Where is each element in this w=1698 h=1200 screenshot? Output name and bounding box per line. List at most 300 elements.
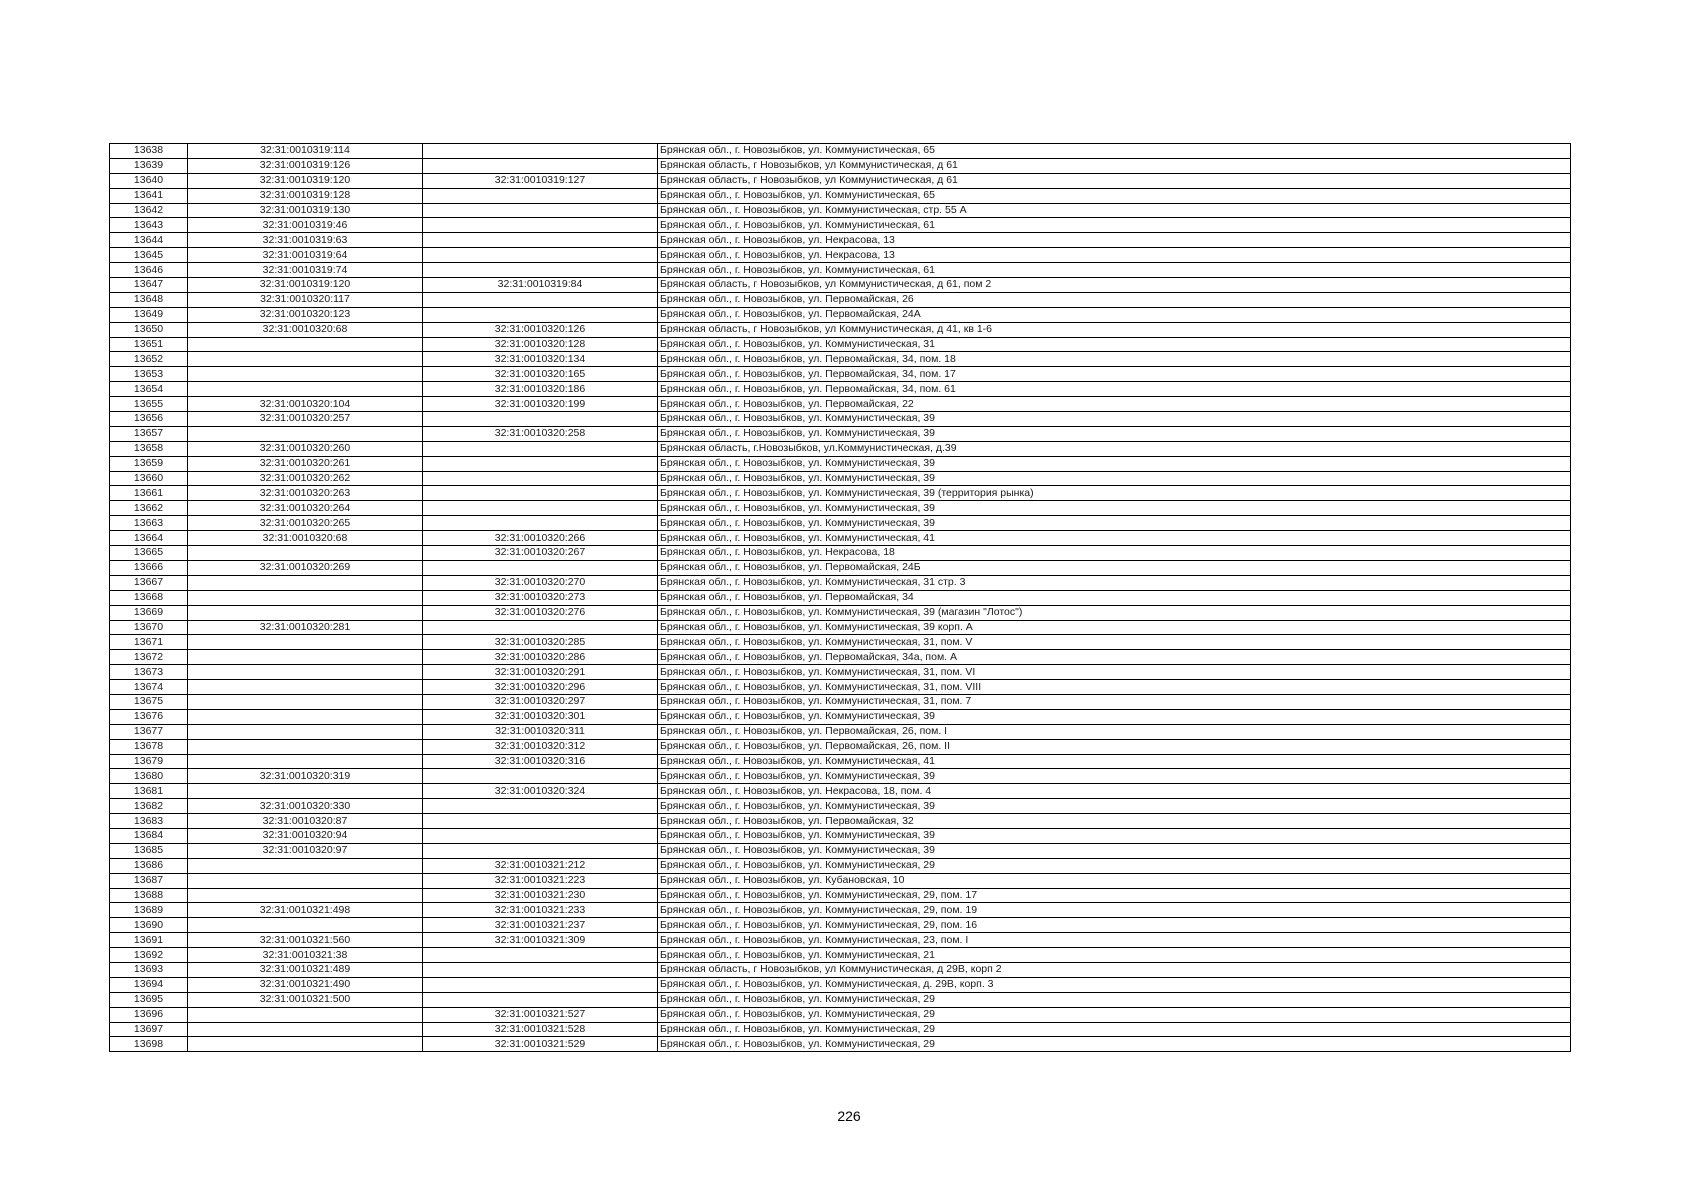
row-number-cell: 13642 [110, 203, 188, 218]
row-number-cell: 13686 [110, 858, 188, 873]
cadastral-number-cell [188, 739, 423, 754]
address-cell: Брянская обл., г. Новозыбков, ул. Коммунистическая, 39 [658, 799, 1571, 814]
table-row [110, 516, 1571, 531]
address-cell: Брянская обл., г. Новозыбков, ул. Первомайская, 26, пом. II [658, 739, 1571, 754]
row-number-cell: 13671 [110, 635, 188, 650]
related-cadastral-number-cell: 32:31:0010320:301 [423, 709, 658, 724]
address-cell: Брянская обл., г. Новозыбков, ул. Первомайская, 26, пом. I [658, 724, 1571, 739]
row-number-cell: 13665 [110, 546, 188, 561]
address-cell: Брянская обл., г. Новозыбков, ул. Коммунистическая, 39 [658, 471, 1571, 486]
related-cadastral-number-cell [423, 203, 658, 218]
cadastral-number-cell [188, 352, 423, 367]
address-cell: Брянская обл., г. Новозыбков, ул. Первомайская, 32 [658, 814, 1571, 829]
cadastral-number-cell [188, 858, 423, 873]
cadastral-number-cell [188, 665, 423, 680]
cadastral-number-cell: 32:31:0010320:94 [188, 828, 423, 843]
table-row [110, 635, 1571, 650]
row-number-cell: 13645 [110, 248, 188, 263]
related-cadastral-number-cell [423, 486, 658, 501]
cadastral-number-cell [188, 367, 423, 382]
table-row [110, 248, 1571, 263]
address-cell: Брянская обл., г. Новозыбков, ул. Некрасова, 13 [658, 248, 1571, 263]
cadastral-number-cell: 32:31:0010319:46 [188, 218, 423, 233]
address-cell: Брянская обл., г. Новозыбков, ул. Некрасова, 13 [658, 233, 1571, 248]
address-cell: Брянская обл., г. Новозыбков, ул. Коммунистическая, 41 [658, 531, 1571, 546]
row-number-cell: 13676 [110, 709, 188, 724]
row-number-cell: 13657 [110, 426, 188, 441]
address-cell: Брянская обл., г. Новозыбков, ул. Коммунистическая, 39 (территория рынка) [658, 486, 1571, 501]
cadastral-number-cell: 32:31:0010320:117 [188, 292, 423, 307]
row-number-cell: 13648 [110, 292, 188, 307]
related-cadastral-number-cell [423, 962, 658, 977]
row-number-cell: 13640 [110, 173, 188, 188]
address-cell: Брянская обл., г. Новозыбков, ул. Первомайская, 22 [658, 397, 1571, 412]
related-cadastral-number-cell [423, 828, 658, 843]
cadastral-number-cell: 32:31:0010319:130 [188, 203, 423, 218]
row-number-cell: 13674 [110, 680, 188, 695]
row-number-cell: 13696 [110, 1007, 188, 1022]
table-row [110, 322, 1571, 337]
cadastral-number-cell: 32:31:0010320:87 [188, 814, 423, 829]
related-cadastral-number-cell: 32:31:0010320:134 [423, 352, 658, 367]
table-row [110, 828, 1571, 843]
cadastral-number-cell: 32:31:0010320:319 [188, 769, 423, 784]
related-cadastral-number-cell: 32:31:0010320:276 [423, 605, 658, 620]
cadastral-number-cell [188, 694, 423, 709]
table-row [110, 709, 1571, 724]
related-cadastral-number-cell [423, 158, 658, 173]
address-cell: Брянская обл., г. Новозыбков, ул. Коммунистическая, 31, пом. V [658, 635, 1571, 650]
address-cell: Брянская обл., г. Новозыбков, ул. Коммунистическая, 31, пом. VIII [658, 680, 1571, 695]
address-cell: Брянская область, г Новозыбков, ул Коммунистическая, д 41, кв 1-6 [658, 322, 1571, 337]
cadastral-number-cell [188, 724, 423, 739]
table-row [110, 278, 1571, 293]
related-cadastral-number-cell: 32:31:0010321:528 [423, 1022, 658, 1037]
table-row [110, 426, 1571, 441]
table-row [110, 382, 1571, 397]
row-number-cell: 13691 [110, 933, 188, 948]
address-cell: Брянская обл., г. Новозыбков, ул. Коммунистическая, 39 [658, 843, 1571, 858]
table-row [110, 1007, 1571, 1022]
table-row [110, 188, 1571, 203]
row-number-cell: 13670 [110, 620, 188, 635]
table-row [110, 173, 1571, 188]
address-cell: Брянская обл., г. Новозыбков, ул. Первомайская, 34а, пом. А [658, 650, 1571, 665]
table-row [110, 888, 1571, 903]
table-row [110, 412, 1571, 427]
related-cadastral-number-cell [423, 263, 658, 278]
address-cell: Брянская обл., г. Новозыбков, ул. Коммунистическая, 39 [658, 769, 1571, 784]
table-row [110, 292, 1571, 307]
cadastral-number-cell [188, 888, 423, 903]
related-cadastral-number-cell: 32:31:0010321:233 [423, 903, 658, 918]
row-number-cell: 13656 [110, 412, 188, 427]
row-number-cell: 13677 [110, 724, 188, 739]
address-cell: Брянская обл., г. Новозыбков, ул. Кубановская, 10 [658, 873, 1571, 888]
address-cell: Брянская обл., г. Новозыбков, ул. Коммунистическая, 29 [658, 1007, 1571, 1022]
table-row [110, 739, 1571, 754]
cadastral-number-cell: 32:31:0010319:126 [188, 158, 423, 173]
address-cell: Брянская обл., г. Новозыбков, ул. Коммунистическая, 41 [658, 754, 1571, 769]
row-number-cell: 13687 [110, 873, 188, 888]
related-cadastral-number-cell: 32:31:0010320:186 [423, 382, 658, 397]
cadastral-number-cell: 32:31:0010320:262 [188, 471, 423, 486]
cadastral-number-cell: 32:31:0010319:120 [188, 173, 423, 188]
address-cell: Брянская обл., г. Новозыбков, ул. Первомайская, 34 [658, 590, 1571, 605]
row-number-cell: 13666 [110, 560, 188, 575]
row-number-cell: 13694 [110, 977, 188, 992]
row-number-cell: 13689 [110, 903, 188, 918]
address-cell: Брянская обл., г. Новозыбков, ул. Первомайская, 34, пом. 18 [658, 352, 1571, 367]
cadastral-number-cell: 32:31:0010319:64 [188, 248, 423, 263]
table-row [110, 456, 1571, 471]
cadastral-number-cell: 32:31:0010320:104 [188, 397, 423, 412]
address-cell: Брянская обл., г. Новозыбков, ул. Первомайская, 24Б [658, 560, 1571, 575]
related-cadastral-number-cell: 32:31:0010321:230 [423, 888, 658, 903]
row-number-cell: 13685 [110, 843, 188, 858]
related-cadastral-number-cell: 32:31:0010320:297 [423, 694, 658, 709]
row-number-cell: 13650 [110, 322, 188, 337]
related-cadastral-number-cell: 32:31:0010320:296 [423, 680, 658, 695]
related-cadastral-number-cell: 32:31:0010320:324 [423, 784, 658, 799]
table-row [110, 337, 1571, 352]
cadastral-number-cell: 32:31:0010319:114 [188, 144, 423, 159]
address-cell: Брянская обл., г. Новозыбков, ул. Коммунистическая, 23, пом. I [658, 933, 1571, 948]
related-cadastral-number-cell [423, 620, 658, 635]
address-cell: Брянская обл., г. Новозыбков, ул. Коммунистическая, д. 29В, корп. 3 [658, 977, 1571, 992]
table-row [110, 218, 1571, 233]
cadastral-number-cell [188, 1007, 423, 1022]
cadastral-number-cell: 32:31:0010321:498 [188, 903, 423, 918]
row-number-cell: 13669 [110, 605, 188, 620]
cadastral-number-cell [188, 382, 423, 397]
address-cell: Брянская обл., г. Новозыбков, ул. Коммунистическая, 39 [658, 501, 1571, 516]
related-cadastral-number-cell [423, 948, 658, 963]
related-cadastral-number-cell [423, 843, 658, 858]
address-cell: Брянская обл., г. Новозыбков, ул. Некрасова, 18, пом. 4 [658, 784, 1571, 799]
row-number-cell: 13664 [110, 531, 188, 546]
address-cell: Брянская обл., г. Новозыбков, ул. Коммунистическая, 31, пом. VI [658, 665, 1571, 680]
table-row [110, 948, 1571, 963]
related-cadastral-number-cell [423, 188, 658, 203]
cadastral-number-cell: 32:31:0010319:63 [188, 233, 423, 248]
table-row [110, 367, 1571, 382]
cadastral-number-cell: 32:31:0010320:281 [188, 620, 423, 635]
page-number: 226 [837, 1108, 861, 1124]
address-cell: Брянская обл., г. Новозыбков, ул. Коммунистическая, 39 [658, 412, 1571, 427]
table-row [110, 814, 1571, 829]
table-row [110, 575, 1571, 590]
table-row [110, 977, 1571, 992]
row-number-cell: 13683 [110, 814, 188, 829]
address-cell: Брянская обл., г. Новозыбков, ул. Коммунистическая, 39 [658, 828, 1571, 843]
address-cell: Брянская обл., г. Новозыбков, ул. Первомайская, 34, пом. 61 [658, 382, 1571, 397]
cadastral-number-cell: 32:31:0010321:489 [188, 962, 423, 977]
address-cell: Брянская обл., г. Новозыбков, ул. Коммунистическая, 39 [658, 709, 1571, 724]
address-cell: Брянская обл., г. Новозыбков, ул. Коммунистическая, 39 [658, 456, 1571, 471]
related-cadastral-number-cell: 32:31:0010320:165 [423, 367, 658, 382]
table-row [110, 546, 1571, 561]
address-cell: Брянская обл., г. Новозыбков, ул. Коммунистическая, 29, пом. 19 [658, 903, 1571, 918]
cadastral-number-cell [188, 605, 423, 620]
related-cadastral-number-cell: 32:31:0010320:128 [423, 337, 658, 352]
related-cadastral-number-cell [423, 144, 658, 159]
table-row [110, 144, 1571, 159]
address-cell: Брянская обл., г. Новозыбков, ул. Коммунистическая, 31, пом. 7 [658, 694, 1571, 709]
row-number-cell: 13653 [110, 367, 188, 382]
registry-table-body [110, 144, 1571, 1052]
cadastral-number-cell [188, 1037, 423, 1052]
row-number-cell: 13651 [110, 337, 188, 352]
cadastral-number-cell [188, 918, 423, 933]
cadastral-number-cell [188, 784, 423, 799]
address-cell: Брянская обл., г. Новозыбков, ул. Коммунистическая, 21 [658, 948, 1571, 963]
address-cell: Брянская область, г Новозыбков, ул Коммунистическая, д 61, пом 2 [658, 278, 1571, 293]
related-cadastral-number-cell [423, 456, 658, 471]
row-number-cell: 13655 [110, 397, 188, 412]
address-cell: Брянская обл., г. Новозыбков, ул. Коммунистическая, стр. 55 А [658, 203, 1571, 218]
related-cadastral-number-cell: 32:31:0010320:199 [423, 397, 658, 412]
related-cadastral-number-cell: 32:31:0010320:316 [423, 754, 658, 769]
cadastral-number-cell: 32:31:0010319:128 [188, 188, 423, 203]
row-number-cell: 13654 [110, 382, 188, 397]
table-row [110, 233, 1571, 248]
table-row [110, 918, 1571, 933]
related-cadastral-number-cell: 32:31:0010320:285 [423, 635, 658, 650]
related-cadastral-number-cell [423, 799, 658, 814]
cadastral-number-cell: 32:31:0010320:263 [188, 486, 423, 501]
table-row [110, 694, 1571, 709]
table-row [110, 307, 1571, 322]
table-row [110, 650, 1571, 665]
row-number-cell: 13693 [110, 962, 188, 977]
related-cadastral-number-cell: 32:31:0010321:309 [423, 933, 658, 948]
cadastral-number-cell: 32:31:0010320:330 [188, 799, 423, 814]
row-number-cell: 13680 [110, 769, 188, 784]
row-number-cell: 13675 [110, 694, 188, 709]
address-cell: Брянская обл., г. Новозыбков, ул. Коммунистическая, 29 [658, 1022, 1571, 1037]
table-row [110, 799, 1571, 814]
cadastral-number-cell [188, 590, 423, 605]
table-row [110, 784, 1571, 799]
cadastral-number-cell: 32:31:0010320:269 [188, 560, 423, 575]
cadastral-number-cell: 32:31:0010320:68 [188, 322, 423, 337]
related-cadastral-number-cell: 32:31:0010320:266 [423, 531, 658, 546]
related-cadastral-number-cell: 32:31:0010321:527 [423, 1007, 658, 1022]
row-number-cell: 13692 [110, 948, 188, 963]
address-cell: Брянская обл., г. Новозыбков, ул. Коммунистическая, 29 [658, 1037, 1571, 1052]
cadastral-number-cell: 32:31:0010320:260 [188, 441, 423, 456]
row-number-cell: 13663 [110, 516, 188, 531]
cadastral-number-cell: 32:31:0010319:120 [188, 278, 423, 293]
related-cadastral-number-cell [423, 248, 658, 263]
related-cadastral-number-cell: 32:31:0010321:212 [423, 858, 658, 873]
cadastral-number-cell: 32:31:0010320:97 [188, 843, 423, 858]
address-cell: Брянская область, г Новозыбков, ул Коммунистическая, д 61 [658, 158, 1571, 173]
table-row [110, 665, 1571, 680]
row-number-cell: 13690 [110, 918, 188, 933]
cadastral-number-cell [188, 575, 423, 590]
address-cell: Брянская обл., г. Новозыбков, ул. Коммунистическая, 61 [658, 263, 1571, 278]
table-row [110, 560, 1571, 575]
table-row [110, 858, 1571, 873]
row-number-cell: 13668 [110, 590, 188, 605]
cadastral-number-cell: 32:31:0010320:265 [188, 516, 423, 531]
address-cell: Брянская обл., г. Новозыбков, ул. Коммунистическая, 29, пом. 17 [658, 888, 1571, 903]
row-number-cell: 13660 [110, 471, 188, 486]
related-cadastral-number-cell [423, 307, 658, 322]
address-cell: Брянская обл., г. Новозыбков, ул. Коммунистическая, 29 [658, 858, 1571, 873]
address-cell: Брянская область, г Новозыбков, ул Коммунистическая, д 61 [658, 173, 1571, 188]
related-cadastral-number-cell [423, 560, 658, 575]
table-row [110, 680, 1571, 695]
related-cadastral-number-cell: 32:31:0010320:270 [423, 575, 658, 590]
cadastral-number-cell: 32:31:0010320:257 [188, 412, 423, 427]
table-row [110, 873, 1571, 888]
cadastral-number-cell: 32:31:0010320:264 [188, 501, 423, 516]
row-number-cell: 13673 [110, 665, 188, 680]
related-cadastral-number-cell: 32:31:0010319:127 [423, 173, 658, 188]
related-cadastral-number-cell [423, 814, 658, 829]
cadastral-number-cell: 32:31:0010320:68 [188, 531, 423, 546]
cadastral-number-cell [188, 1022, 423, 1037]
related-cadastral-number-cell: 32:31:0010320:258 [423, 426, 658, 441]
related-cadastral-number-cell [423, 516, 658, 531]
row-number-cell: 13658 [110, 441, 188, 456]
cadastral-number-cell: 32:31:0010320:123 [188, 307, 423, 322]
table-row [110, 263, 1571, 278]
cadastral-number-cell [188, 546, 423, 561]
address-cell: Брянская обл., г. Новозыбков, ул. Первомайская, 34, пом. 17 [658, 367, 1571, 382]
cadastral-number-cell [188, 680, 423, 695]
cadastral-number-cell [188, 650, 423, 665]
address-cell: Брянская обл., г. Новозыбков, ул. Первомайская, 26 [658, 292, 1571, 307]
table-row [110, 352, 1571, 367]
related-cadastral-number-cell: 32:31:0010320:126 [423, 322, 658, 337]
row-number-cell: 13681 [110, 784, 188, 799]
table-row [110, 501, 1571, 516]
row-number-cell: 13649 [110, 307, 188, 322]
table-row [110, 590, 1571, 605]
table-row [110, 903, 1571, 918]
table-row [110, 471, 1571, 486]
related-cadastral-number-cell: 32:31:0010321:237 [423, 918, 658, 933]
row-number-cell: 13678 [110, 739, 188, 754]
related-cadastral-number-cell: 32:31:0010320:291 [423, 665, 658, 680]
related-cadastral-number-cell [423, 441, 658, 456]
address-cell: Брянская обл., г. Новозыбков, ул. Коммунистическая, 65 [658, 188, 1571, 203]
table-row [110, 158, 1571, 173]
row-number-cell: 13667 [110, 575, 188, 590]
related-cadastral-number-cell: 32:31:0010321:223 [423, 873, 658, 888]
cadastral-number-cell [188, 426, 423, 441]
related-cadastral-number-cell: 32:31:0010319:84 [423, 278, 658, 293]
cadastral-number-cell: 32:31:0010321:560 [188, 933, 423, 948]
table-row [110, 620, 1571, 635]
table-row [110, 962, 1571, 977]
address-cell: Брянская обл., г. Новозыбков, ул. Коммунистическая, 39 [658, 516, 1571, 531]
address-cell: Брянская обл., г. Новозыбков, ул. Коммунистическая, 29 [658, 992, 1571, 1007]
related-cadastral-number-cell: 32:31:0010320:273 [423, 590, 658, 605]
row-number-cell: 13672 [110, 650, 188, 665]
row-number-cell: 13682 [110, 799, 188, 814]
row-number-cell: 13679 [110, 754, 188, 769]
table-row [110, 203, 1571, 218]
address-cell: Брянская обл., г. Новозыбков, ул. Коммунистическая, 31 стр. 3 [658, 575, 1571, 590]
row-number-cell: 13647 [110, 278, 188, 293]
row-number-cell: 13697 [110, 1022, 188, 1037]
related-cadastral-number-cell [423, 501, 658, 516]
address-cell: Брянская обл., г. Новозыбков, ул. Коммунистическая, 61 [658, 218, 1571, 233]
row-number-cell: 13644 [110, 233, 188, 248]
row-number-cell: 13652 [110, 352, 188, 367]
related-cadastral-number-cell [423, 769, 658, 784]
address-cell: Брянская обл., г. Новозыбков, ул. Некрасова, 18 [658, 546, 1571, 561]
address-cell: Брянская обл., г. Новозыбков, ул. Коммунистическая, 29, пом. 16 [658, 918, 1571, 933]
address-cell: Брянская область, г Новозыбков, ул Коммунистическая, д 29В, корп 2 [658, 962, 1571, 977]
row-number-cell: 13698 [110, 1037, 188, 1052]
row-number-cell: 13638 [110, 144, 188, 159]
related-cadastral-number-cell [423, 412, 658, 427]
table-row [110, 1022, 1571, 1037]
related-cadastral-number-cell [423, 233, 658, 248]
address-cell: Брянская обл., г. Новозыбков, ул. Коммунистическая, 65 [658, 144, 1571, 159]
row-number-cell: 13659 [110, 456, 188, 471]
row-number-cell: 13661 [110, 486, 188, 501]
row-number-cell: 13639 [110, 158, 188, 173]
related-cadastral-number-cell [423, 471, 658, 486]
address-cell: Брянская обл., г. Новозыбков, ул. Коммунистическая, 39 [658, 426, 1571, 441]
cadastral-number-cell [188, 754, 423, 769]
row-number-cell: 13662 [110, 501, 188, 516]
related-cadastral-number-cell [423, 218, 658, 233]
related-cadastral-number-cell: 32:31:0010320:286 [423, 650, 658, 665]
table-row [110, 531, 1571, 546]
cadastral-number-cell [188, 873, 423, 888]
cadastral-number-cell: 32:31:0010321:500 [188, 992, 423, 1007]
related-cadastral-number-cell [423, 977, 658, 992]
row-number-cell: 13646 [110, 263, 188, 278]
related-cadastral-number-cell: 32:31:0010320:267 [423, 546, 658, 561]
related-cadastral-number-cell: 32:31:0010320:312 [423, 739, 658, 754]
table-row [110, 486, 1571, 501]
table-row [110, 441, 1571, 456]
table-row [110, 724, 1571, 739]
cadastral-number-cell [188, 635, 423, 650]
table-row [110, 397, 1571, 412]
address-cell: Брянская обл., г. Новозыбков, ул. Коммунистическая, 39 (магазин "Лотос") [658, 605, 1571, 620]
row-number-cell: 13688 [110, 888, 188, 903]
related-cadastral-number-cell: 32:31:0010321:529 [423, 1037, 658, 1052]
address-cell: Брянская обл., г. Новозыбков, ул. Коммунистическая, 39 корп. А [658, 620, 1571, 635]
table-row [110, 754, 1571, 769]
cadastral-number-cell [188, 709, 423, 724]
table-row [110, 933, 1571, 948]
cadastral-number-cell: 32:31:0010320:261 [188, 456, 423, 471]
registry-table [109, 143, 1571, 1052]
related-cadastral-number-cell [423, 292, 658, 307]
cadastral-number-cell [188, 337, 423, 352]
table-row [110, 843, 1571, 858]
table-row [110, 1037, 1571, 1052]
table-row [110, 769, 1571, 784]
address-cell: Брянская обл., г. Новозыбков, ул. Коммунистическая, 31 [658, 337, 1571, 352]
row-number-cell: 13643 [110, 218, 188, 233]
cadastral-number-cell: 32:31:0010319:74 [188, 263, 423, 278]
row-number-cell: 13641 [110, 188, 188, 203]
cadastral-number-cell: 32:31:0010321:38 [188, 948, 423, 963]
cadastral-number-cell: 32:31:0010321:490 [188, 977, 423, 992]
